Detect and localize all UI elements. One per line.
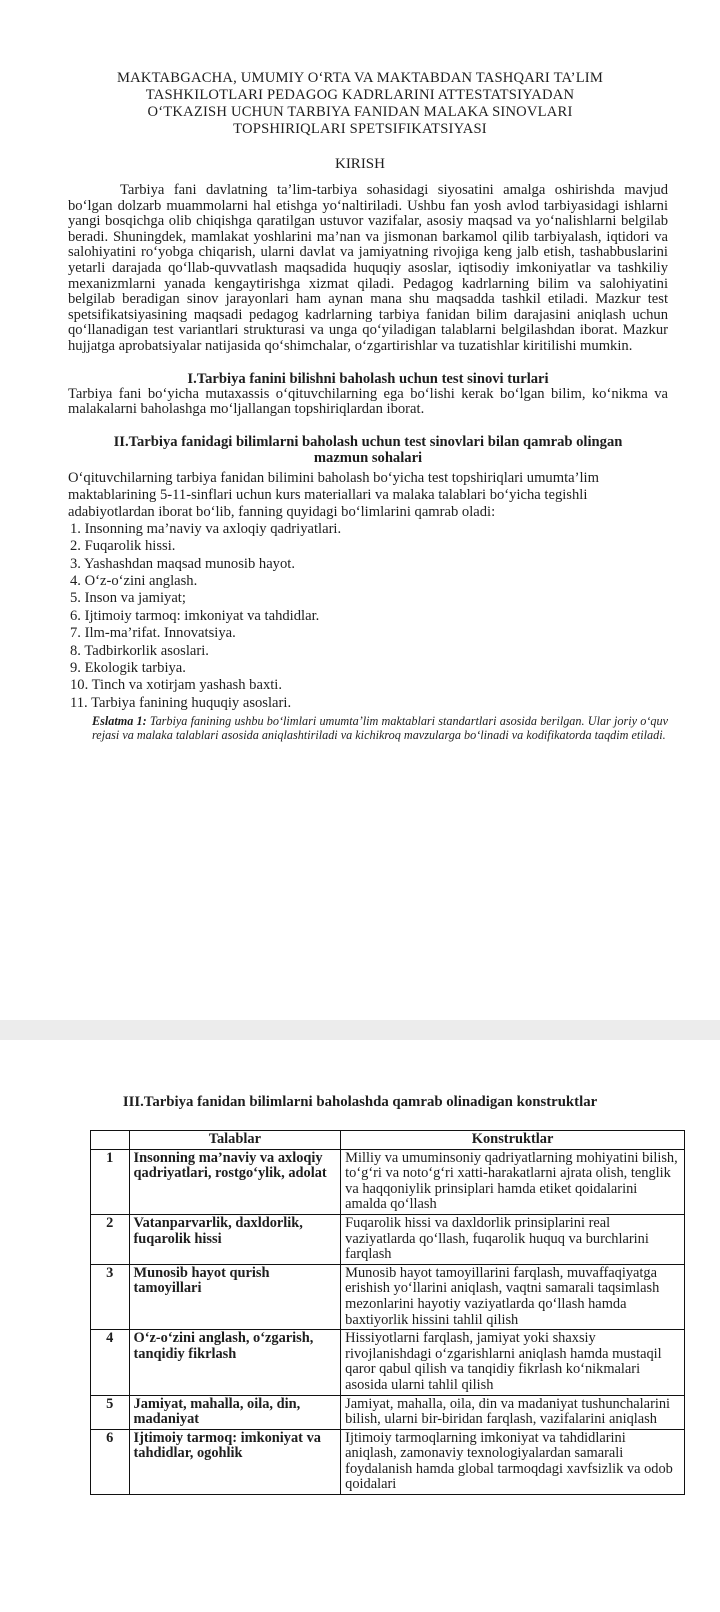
header-requirements: Talablar	[129, 1131, 341, 1150]
row-number: 2	[91, 1214, 130, 1264]
list-item: 2. Fuqarolik hissi.	[70, 538, 176, 555]
row-number: 4	[91, 1330, 130, 1395]
row-requirement: Insonning ma’naviy va axloqiy qadriyatlari, rostgo‘ylik, adolat	[129, 1149, 341, 1214]
note-label: Eslatma 1:	[92, 714, 147, 729]
header-number	[91, 1131, 130, 1150]
row-requirement: Jamiyat, mahalla, oila, din, madaniyat	[129, 1395, 341, 1429]
document-body	[0, 183, 720, 742]
row-requirement: Munosib hayot qurish tamoyillari	[129, 1264, 341, 1329]
section-1-text: Tarbiya fani bo‘yicha mutaxassis o‘qituvchilarning ega bo‘lishi kerak bo‘lgan bilim, ko‘nikma va malakalarni baholashga mo‘ljallangan topshiriqlardan iborat.	[68, 385, 668, 418]
table-row	[91, 1330, 685, 1395]
intro-paragraph: Tarbiya fani davlatning ta’lim-tarbiya sohasidagi siyosatini amalga oshirishda mavjud bo‘lgan dolzarb muammolarni hal etishga yo‘naltiriladi. Ushbu fan yosh avlod tarbiyasidagi ishlarni yangi bosqichga olib chiqishga qaratilgan ustuvor vazifalar, asosiy maqsad va yo‘nalishlarni belgilab beradi. Shuningdek, mamlakat yoshlarini ma’nan va jismonan barkamol qilib tarbiyalash, iqtidori va salohiyatini ro‘yobga chiqarish, ularni davlat va jamiyatning rivojiga keng jalb etish, tashabbuslarini yetarli darajada qo‘llab-quvvatlash maqsadida huquqiy asoslar, iqtisodiy imkoniyatlar va tashkiliy mexanizmlarni yanada kengaytirishga xizmat qiladi. Pedagog kadrlarning bilim va salohiyatini belgilab beradigan sinov jarayonlari ham aynan mana shu maqsadda tashkil etiladi. Mazkur test spetsifikatsiyasining maqsadi pedagog kadrlarning tarbiya fanidan bilim darajasini aniqlash uchun qo‘llanadigan test variantlari strukturasi va unga qo‘yiladigan talablarni belgilashdan iborat. Mazkur hujjatga aprobatsiyalar natijasida qo‘shimchalar, o‘zgartirishlar va tuzatishlar kiritilishi mumkin.	[68, 182, 668, 354]
row-number: 5	[91, 1395, 130, 1429]
note	[92, 714, 668, 742]
header-constructs: Konstruktlar	[341, 1131, 685, 1150]
table-row	[91, 1395, 685, 1429]
list-item: 1. Insonning ma’naviy va axloqiy qadriyatlari.	[70, 520, 342, 537]
table-header-row	[91, 1131, 685, 1150]
table-row	[91, 1214, 685, 1264]
document-page-2	[0, 1040, 720, 1612]
list-item: 6. Ijtimoiy tarmoq: imkoniyat va tahdidlar.	[70, 607, 320, 624]
list-item: 4. O‘z-o‘zini anglash.	[70, 572, 198, 589]
list-item: 9. Ekologik tarbiya.	[70, 659, 186, 676]
row-number: 3	[91, 1264, 130, 1329]
title-line-2: TASHKILOTLARI PEDAGOG KADRLARINI ATTESTATSIYADAN	[145, 87, 575, 103]
list-item: 8. Tadbirkorlik asoslari.	[70, 642, 209, 659]
page-separator	[0, 1020, 720, 1040]
content-areas-list	[68, 521, 668, 712]
list-item: 11. Tarbiya fanining huquqiy asoslari.	[70, 694, 292, 711]
note-text: Tarbiya fanining ushbu bo‘limlari umumta’lim maktablari standartlari asosida berilgan. Ular joriy o‘quv rejasi va malaka talablari asosida aniqlashtiriladi va kichikroq mavzularga bo‘linadi va kodifikatorda taqdim etiladi.	[92, 714, 668, 743]
row-construct: Fuqarolik hissi va daxldorlik prinsiplarini real vaziyatlarda qo‘llash, fuqarolik huquq va burchlarini farqlash	[341, 1214, 685, 1264]
list-item: 10. Tinch va xotirjam yashash baxti.	[70, 677, 283, 694]
intro-heading: KIRISH	[334, 156, 385, 172]
title-line-4: TOPSHIRIQLARI SPETSIFIKATSIYASI	[233, 121, 487, 137]
row-construct: Milliy va umuminsoniy qadriyatlarning mohiyatini bilish, to‘g‘ri va noto‘g‘ri xatti-harakatlarni ajrata olish, tenglik va haqqoniylik prinsiplari hamda etiket qoidalarini amalda qo‘llash	[341, 1149, 685, 1214]
row-number: 1	[91, 1149, 130, 1214]
list-item: 3. Yashashdan maqsad munosib hayot.	[70, 555, 295, 572]
row-requirement: O‘z-o‘zini anglash, o‘zgarish, tanqidiy fikrlash	[129, 1330, 341, 1395]
section-3-heading: III.Tarbiya fanidan bilimlarni baholashda qamrab olinadigan konstruktlar	[122, 1094, 598, 1110]
row-construct: Hissiyotlarni farqlash, jamiyat yoki shaxsiy rivojlanishdagi o‘zgarishlarni aniqlash hamda mustaqil qaror qabul qilish va tanqidiy fikrlash ko‘nikmalari asosida ularni tahlil qilish	[341, 1330, 685, 1395]
section-2-heading-line-1: II.Tarbiya fanidagi bilimlarni baholash uchun test sinovlari bilan qamrab olingan	[113, 433, 623, 450]
section-1-heading: I.Tarbiya fanini bilishni baholash uchun test sinovi turlari	[187, 370, 549, 387]
document-title	[0, 0, 720, 138]
row-construct: Jamiyat, mahalla, oila, din va madaniyat tushunchalarini bilish, ularni bir-biridan farqlash, vazifalarini aniqlash	[341, 1395, 685, 1429]
row-number: 6	[91, 1429, 130, 1494]
title-line-3: O‘TKAZISH UCHUN TARBIYA FANIDAN MALAKA SINOVLARI	[147, 104, 573, 120]
title-line-1: MAKTABGACHA, UMUMIY O‘RTA VA MAKTABDAN TASHQARI TA’LIM	[116, 70, 604, 86]
list-item: 7. Ilm-ma’rifat. Innovatsiya.	[70, 625, 236, 642]
row-construct: Munosib hayot tamoyillarini farqlash, muvaffaqiyatga erishish yo‘llarini aniqlash, vaqtni samarali taqsimlash mezonlarini hayotiy vaziyatlarda qo‘llash hamda baxtiyorlik hissini tahlil qilish	[341, 1264, 685, 1329]
section-2-heading-line-2: mazmun sohalari	[313, 449, 423, 466]
row-construct: Ijtimoiy tarmoqlarning imkoniyat va tahdidlarini aniqlash, zamonaviy texnologiyalardan samarali foydalanish hamda global tarmoqdagi xavfsizlik va odob qoidalari	[341, 1429, 685, 1494]
row-requirement: Vatanparvarlik, daxldorlik, fuqarolik hissi	[129, 1214, 341, 1264]
table-row	[91, 1429, 685, 1494]
section-2-text: O‘qituvchilarning tarbiya fanidan bilimini baholash bo‘yicha test topshiriqlari umumta’lim maktablarining 5-11-sinflari uchun kurs materiallari va malaka talablari bo‘yicha tegishli adabiyotlardan iborat bo‘lib, fanning quyidagi bo‘limlarini qamrab oladi:	[68, 469, 599, 520]
constructs-table	[90, 1130, 685, 1495]
table-row	[91, 1264, 685, 1329]
section-2-heading	[68, 434, 668, 466]
list-item: 5. Inson va jamiyat;	[70, 590, 186, 607]
row-requirement: Ijtimoiy tarmoq: imkoniyat va tahdidlar, ogohlik	[129, 1429, 341, 1494]
table-row	[91, 1149, 685, 1214]
